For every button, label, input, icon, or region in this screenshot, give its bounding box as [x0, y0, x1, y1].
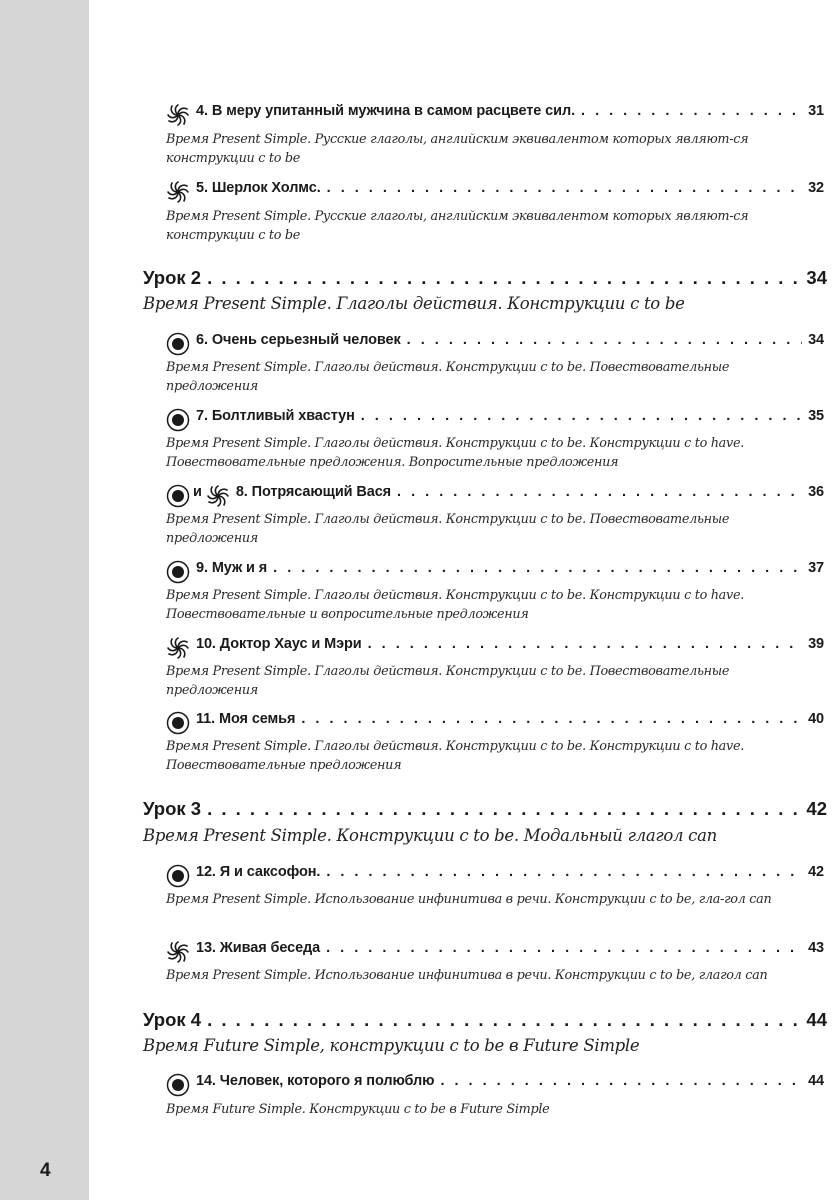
disc-icon — [166, 484, 190, 508]
entry-description: Время Present Simple. Использование инфинитива в речи. Конструкции с to be, гла-гол can — [166, 892, 772, 907]
dot-leader — [326, 864, 802, 880]
toc-entry[interactable] — [166, 940, 824, 964]
disc-icon — [166, 560, 190, 584]
page-ref: 42 — [806, 798, 827, 819]
dot-leader — [207, 267, 800, 289]
dot-leader — [273, 560, 802, 576]
page-ref: 35 — [808, 408, 824, 424]
page-ref: 31 — [808, 103, 824, 119]
entry-title: 7. Болтливый хвастун — [196, 408, 355, 424]
toc-entry[interactable] — [166, 711, 824, 735]
toc-entry[interactable] — [166, 103, 824, 127]
lesson-heading[interactable] — [143, 267, 827, 289]
page-ref: 37 — [808, 560, 824, 576]
page-number: 4 — [40, 1160, 51, 1181]
toc-entry[interactable] — [166, 864, 824, 888]
toc-entry[interactable] — [166, 484, 824, 508]
page-ref: 34 — [808, 332, 824, 348]
spiral-icon — [166, 180, 190, 204]
disc-icon — [166, 864, 190, 888]
dot-leader — [361, 408, 802, 424]
disc-icon — [166, 332, 190, 356]
disc-icon — [166, 408, 190, 432]
dot-leader — [207, 798, 800, 820]
entry-description: Время Present Simple. Глаголы действия. Конструкции с to be. Повествовательные предложения — [166, 664, 730, 698]
toc-entry[interactable] — [166, 1073, 824, 1097]
dot-leader — [397, 484, 802, 500]
entry-description: Время Present Simple. Русские глаголы, английским эквивалентом которых являют-ся конструкции с to be — [166, 132, 749, 166]
disc-icon — [166, 1073, 190, 1097]
entry-title: 4. В меру упитанный мужчина в самом расцвете сил. — [196, 103, 576, 119]
toc-entry[interactable] — [166, 180, 824, 204]
dot-leader — [581, 103, 802, 119]
entry-title: 14. Человек, которого я полюблю — [196, 1073, 435, 1089]
entry-title: 9. Муж и я — [196, 560, 268, 576]
dot-leader — [368, 636, 802, 652]
entry-description: Время Future Simple. Конструкции с to be в Future Simple — [166, 1102, 550, 1117]
entry-title: 8. Потрясающий Вася — [235, 484, 392, 500]
dot-leader — [301, 711, 802, 727]
page-ref: 40 — [808, 711, 824, 727]
entry-title: 11. Моя семья — [196, 711, 296, 727]
dot-leader — [327, 180, 802, 196]
entry-description: Время Present Simple. Глаголы действия. Конструкции с to be. Повествовательные предложения — [166, 360, 730, 394]
conjunction-label: и — [193, 484, 202, 500]
page-ref: 44 — [808, 1073, 824, 1089]
toc-entry[interactable] — [166, 332, 824, 356]
page-ref: 32 — [808, 180, 824, 196]
entry-description: Время Present Simple. Русские глаголы, английским эквивалентом которых являют-ся конструкции с to be — [166, 209, 749, 243]
lesson-title: Урок 3 — [143, 798, 202, 819]
lesson-description: Время Present Simple. Конструкции с to be. Модальный глагол can — [143, 826, 717, 845]
dot-leader — [407, 332, 802, 348]
page-ref: 42 — [808, 864, 824, 880]
spiral-icon — [206, 484, 230, 508]
lesson-title: Урок 4 — [143, 1009, 202, 1030]
dot-leader — [326, 940, 802, 956]
dot-leader — [207, 1009, 800, 1031]
toc-entry[interactable] — [166, 408, 824, 432]
entry-description: Время Present Simple. Глаголы действия. Конструкции с to be. Конструкции с to have. Повествовательные предложения — [166, 739, 744, 773]
entry-title: 10. Доктор Хаус и Мэри — [196, 636, 362, 652]
page-ref: 39 — [808, 636, 824, 652]
lesson-heading[interactable] — [143, 1009, 827, 1031]
lesson-heading[interactable] — [143, 798, 827, 820]
entry-description: Время Present Simple. Глаголы действия. Конструкции с to be. Конструкции с to have. Повествовательные и вопросительные предложения — [166, 588, 744, 622]
spiral-icon — [166, 103, 190, 127]
entry-description: Время Present Simple. Использование инфинитива в речи. Конструкции с to be, глагол can — [166, 968, 768, 983]
toc-entry[interactable] — [166, 636, 824, 660]
lesson-description: Время Present Simple. Глаголы действия. Конструкции с to be — [143, 294, 685, 313]
toc-entry[interactable] — [166, 560, 824, 584]
page-ref: 43 — [808, 940, 824, 956]
page-ref: 34 — [806, 267, 827, 288]
page-ref: 44 — [806, 1009, 827, 1030]
spiral-icon — [166, 940, 190, 964]
lesson-title: Урок 2 — [143, 267, 202, 288]
spiral-icon — [166, 636, 190, 660]
entry-description: Время Present Simple. Глаголы действия. Конструкции с to be. Повествовательные предложения — [166, 512, 730, 546]
entry-title: 12. Я и саксофон. — [196, 864, 321, 880]
entry-description: Время Present Simple. Глаголы действия. Конструкции с to be. Конструкции с to have. Повествовательные предложения. Вопросительные предложения — [166, 436, 744, 470]
lesson-description: Время Future Simple, конструкции с to be в Future Simple — [143, 1036, 640, 1055]
dot-leader — [440, 1073, 802, 1089]
entry-title: 5. Шерлок Холмс. — [196, 180, 321, 196]
entry-title: 6. Очень серьезный человек — [196, 332, 401, 348]
entry-title: 13. Живая беседа — [196, 940, 321, 956]
page-ref: 36 — [808, 484, 824, 500]
disc-icon — [166, 711, 190, 735]
